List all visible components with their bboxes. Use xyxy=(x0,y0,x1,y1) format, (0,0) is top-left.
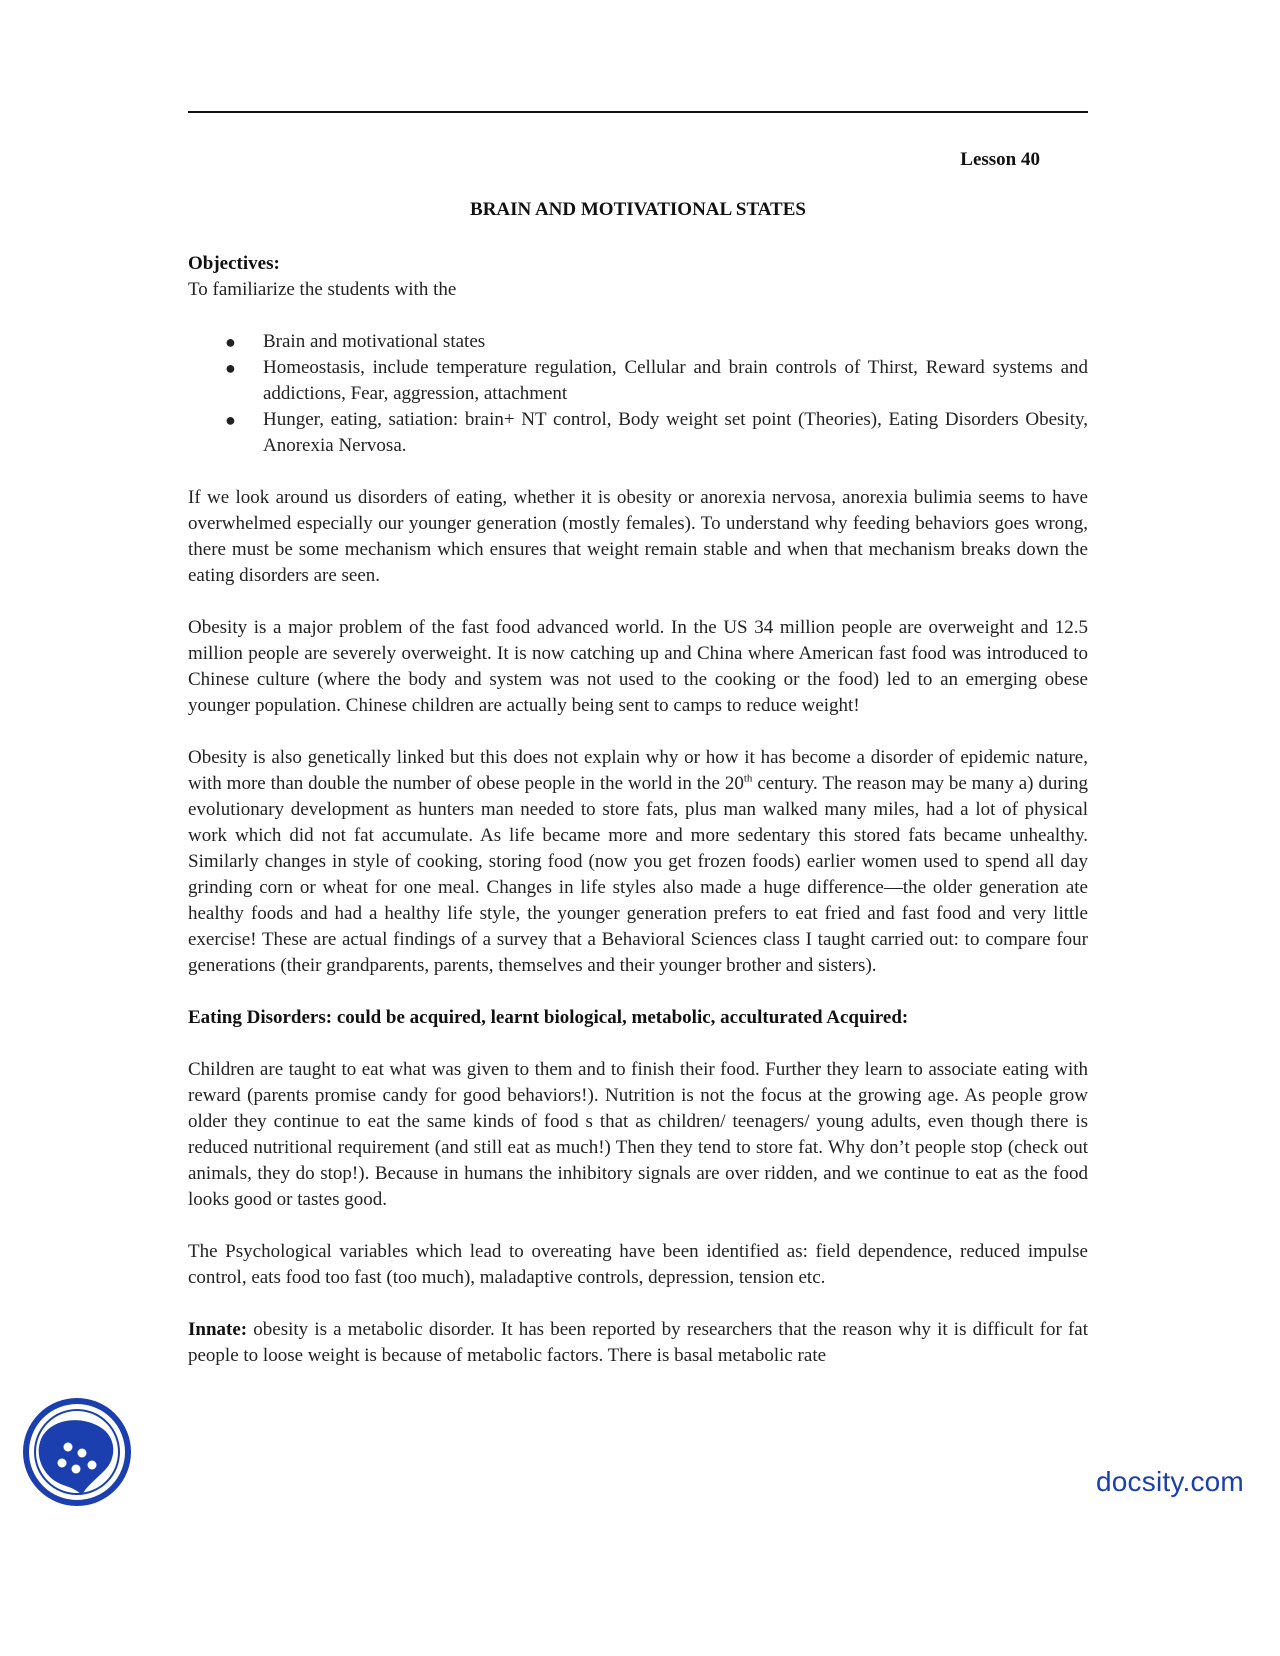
objectives-heading: Objectives: xyxy=(188,253,280,274)
paragraph-acquired: Children are taught to eat what was given to them and to finish their food. Further they learn to associate eating with reward (parents promise candy for good behaviors!). Nutrition is not the focus at the growing age. As people grow older they continue to eat the same kinds of food s that as children/ teenagers/ young adults, even though there is reduced nutritional requirement (and still eat as much!) Then they tend to store fat. Why don’t people stop (check out animals, they do stop!). Because in humans the inhibitory signals are over ridden, and we continue to eat as the food looks good or tastes good. xyxy=(188,1059,1088,1210)
header-rule xyxy=(188,111,1088,113)
lesson-number: Lesson 40 xyxy=(960,149,1040,170)
list-item-text: Homeostasis, include temperature regulation, Cellular and brain controls of Thirst, Reward systems and addictions, Fear, aggression, attachment xyxy=(263,357,1088,404)
paragraph-eating-intro: If we look around us disorders of eating, whether it is obesity or anorexia nervosa, anorexia bulimia seems to have overwhelmed especially our younger generation (mostly females). To understand why feeding behaviors goes wrong, there must be some mechanism which ensures that weight remain stable and when that mechanism breaks down the eating disorders are seen. xyxy=(188,487,1088,586)
list-item-text: Brain and motivational states xyxy=(263,331,486,352)
innate-label: Innate: xyxy=(188,1319,248,1340)
objectives-intro: To familiarize the students with the xyxy=(188,279,457,300)
list-item xyxy=(225,355,1088,407)
paragraph-innate xyxy=(188,1317,1088,1369)
bullet-icon: ● xyxy=(225,410,236,430)
list-item-text: Hunger, eating, satiation: brain+ NT control, Body weight set point (Theories), Eating Disorders Obesity, Anorexia Nervosa. xyxy=(263,409,1088,456)
docsity-brand-link[interactable]: docsity.com xyxy=(1096,1466,1244,1497)
objectives-list xyxy=(188,329,1088,459)
bullet-icon: ● xyxy=(225,332,236,352)
paragraph-obesity-problem: Obesity is a major problem of the fast food advanced world. In the US 34 million people are overweight and 12.5 million people are severely overweight. It is now catching up and China where American fast food was introduced to Chinese culture (where the body and system was not used to the cooking or the food) led to an emerging obese younger population. Chinese children are actually being sent to camps to reduce weight! xyxy=(188,617,1088,716)
paragraph-text: Obesity is also genetically linked but this does not explain why or how it has become a disorder of epidemic nature, with more than double the number of obese people in the world in the 20 xyxy=(188,747,1088,794)
document-body xyxy=(188,251,1088,1395)
page-title: BRAIN AND MOTIVATIONAL STATES xyxy=(470,199,806,220)
eating-disorders-heading: Eating Disorders: could be acquired, learnt biological, metabolic, acculturated Acquired: xyxy=(188,1007,909,1028)
paragraph-genetics xyxy=(188,745,1088,979)
list-item xyxy=(225,329,1088,355)
paragraph-text: obesity is a metabolic disorder. It has been reported by researchers that the reason why it is difficult for fat people to loose weight is because of metabolic factors. There is basal metabolic rate xyxy=(188,1319,1088,1366)
docsity-logo-icon[interactable] xyxy=(22,1397,132,1507)
superscript: th xyxy=(743,772,753,785)
list-item xyxy=(225,407,1088,459)
bullet-icon: ● xyxy=(225,358,236,378)
paragraph-psychological: The Psychological variables which lead to overeating have been identified as: field dependence, reduced impulse control, eats food too fast (too much), maladaptive controls, depression, tension etc. xyxy=(188,1241,1088,1288)
paragraph-text: century. The reason may be many a) during evolutionary development as hunters man needed to store fats, plus man walked many miles, had a lot of physical work which did not fat accumulate. As life became more and more sedentary this stored fats became unhealthy. Similarly changes in style of cooking, storing food (now you get frozen foods) earlier women used to spend all day grinding corn or wheat for one meal. Changes in life styles also made a huge difference—the older generation ate healthy foods and had a healthy life style, the younger generation prefers to eat fried and fast food and very little exercise! These are actual findings of a survey that a Behavioral Sciences class I taught carried out: to compare four generations (their grandparents, parents, themselves and their younger brother and sisters). xyxy=(188,773,1088,976)
